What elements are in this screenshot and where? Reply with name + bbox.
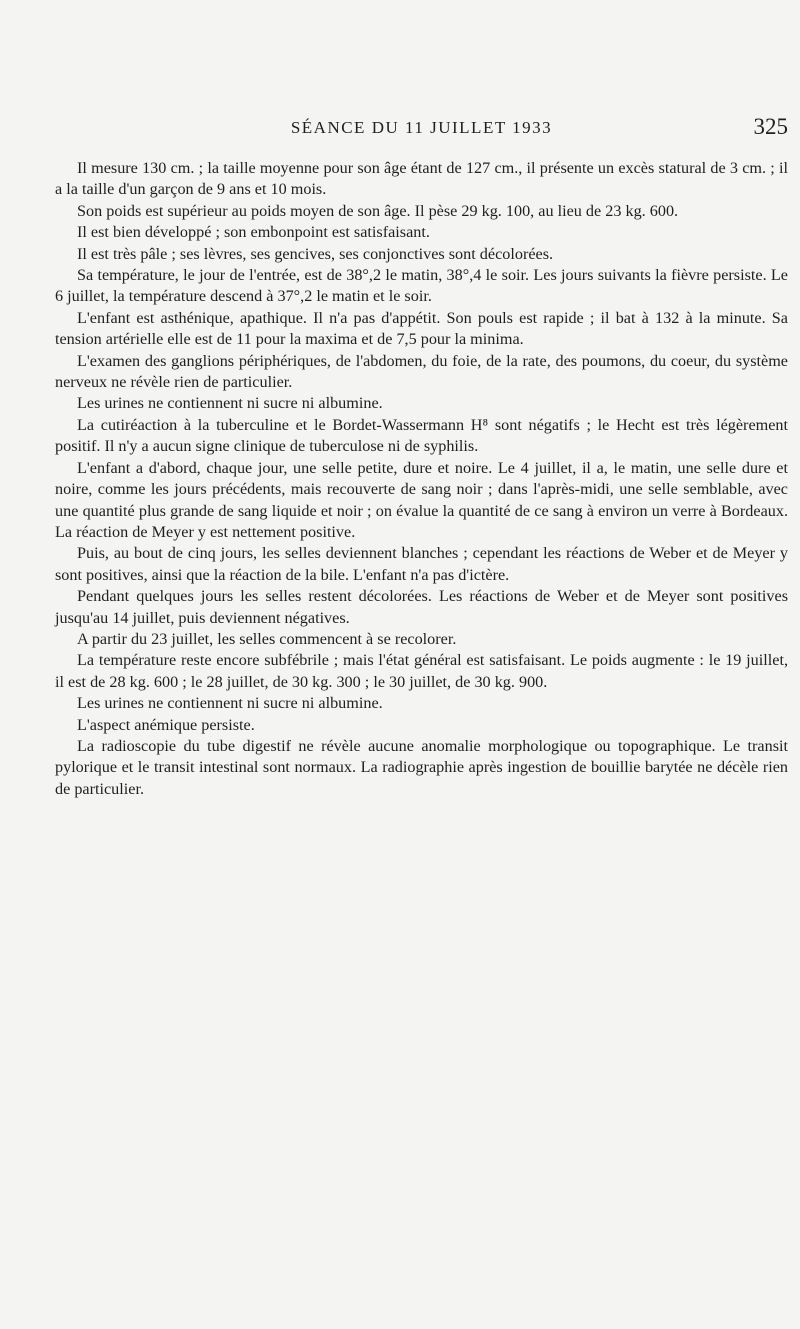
paragraph: Il est bien développé ; son embonpoint est satisfaisant. xyxy=(77,223,430,242)
paragraph: La cutiréaction à la tuberculine et le Bordet-Wassermann H⁸ sont négatifs ; le Hecht est très légèrement positif. Il n'y a aucun signe clinique de tuberculose ni de syphilis. xyxy=(55,415,788,456)
running-title: SÉANCE DU 11 JUILLET 1933 xyxy=(290,118,553,137)
paragraph: L'aspect anémique persiste. xyxy=(77,715,255,734)
paragraph: Les urines ne contiennent ni sucre ni albumine. xyxy=(77,394,383,413)
paragraph: Pendant quelques jours les selles restent décolorées. Les réactions de Weber et de Meyer sont positives jusqu'au 14 juillet, puis deviennent négatives. xyxy=(55,587,788,627)
paragraph: A partir du 23 juillet, les selles commencent à se recolorer. xyxy=(77,629,457,648)
paragraph: L'examen des ganglions périphériques, de l'abdomen, du foie, de la rate, des poumons, du coeur, du système nerveux ne révèle rien de particulier. xyxy=(55,351,788,392)
paragraph: Son poids est supérieur au poids moyen de son âge. Il pèse 29 kg. 100, au lieu de 23 kg. 600. xyxy=(77,201,679,220)
paragraph: Puis, au bout de cinq jours, les selles deviennent blanches ; cependant les réactions de Weber et de Meyer y sont positives, ainsi que la réaction de la bile. L'enfant n'a pas d'ictère. xyxy=(55,544,788,584)
paragraph: Il est très pâle ; ses lèvres, ses gencives, ses conjonctives sont décolorées. xyxy=(77,244,554,263)
paragraph: Sa température, le jour de l'entrée, est de 38°,2 le matin, 38°,4 le soir. Les jours suivants la fièvre persiste. Le 6 juillet, la température descend à 37°,2 le matin et le soir. xyxy=(55,266,788,306)
paragraph: La température reste encore subfébrile ; mais l'état général est satisfaisant. Le poids augmente : le 19 juillet, il est de 28 kg. 600 ; le 28 juillet, de 30 kg. 300 ; le 30 juillet, de 30 kg. 900. xyxy=(55,651,788,691)
paragraph: Il mesure 130 cm. ; la taille moyenne pour son âge étant de 127 cm., il présente un excès statural de 3 cm. ; il a la taille d'un garçon de 9 ans et 10 mois. xyxy=(55,159,788,199)
paragraph: L'enfant est asthénique, apathique. Il n'a pas d'appétit. Son pouls est rapide ; il bat à 132 à la minute. Sa tension artérielle elle est de 11 pour la maxima et de 7,5 pour la minima. xyxy=(55,308,788,349)
paragraph: La radioscopie du tube digestif ne révèle aucune anomalie morphologique ou topographique. Le transit pylorique et le transit intestinal sont normaux. La radiographie après ingestion de bouillie barytée ne décèle rien de particulier. xyxy=(55,736,788,798)
body-text xyxy=(55,158,788,800)
paragraph: Les urines ne contiennent ni sucre ni albumine. xyxy=(77,694,383,713)
page-number: 325 xyxy=(753,114,788,139)
paragraph: L'enfant a d'abord, chaque jour, une selle petite, dure et noire. Le 4 juillet, il a, le matin, une selle dure et noire, comme les jours précédents, mais recouverte de sang noir ; dans l'après-midi, une selle semblable, avec une quantité plus grande de sang liquide et noir ; on évalue la quantité de ce sang à environ un verre à Bordeaux. La réaction de Meyer y est nettement positive. xyxy=(55,458,788,541)
page-header xyxy=(55,114,788,148)
